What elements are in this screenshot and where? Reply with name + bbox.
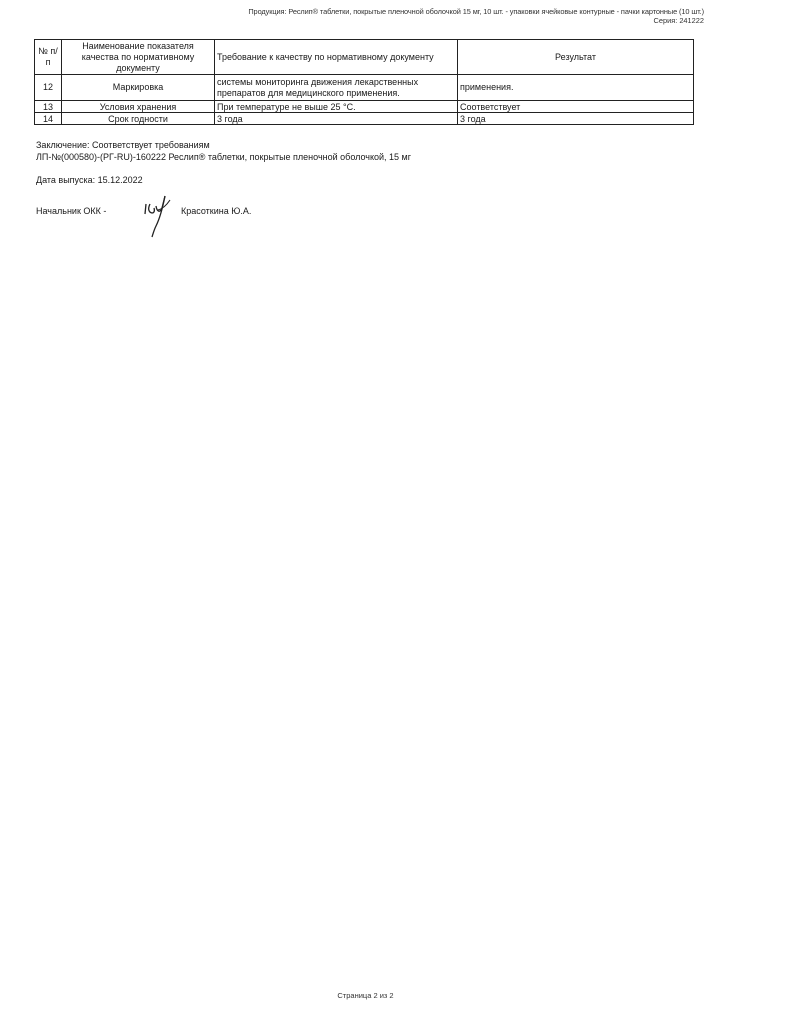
- page-number: Страница 2 из 2: [337, 991, 394, 1000]
- header-num: № п/п: [35, 40, 62, 75]
- table-row: [35, 113, 694, 125]
- row-indicator-name: Срок годности: [62, 113, 215, 125]
- conclusion-line-2: ЛП-№(000580)-(РГ-RU)-160222 Реслип® таблетки, покрытые пленочной оболочкой, 15 мг: [36, 152, 412, 162]
- signatory-name: Красоткина Ю.А.: [181, 206, 252, 216]
- row-num: 12: [35, 75, 62, 101]
- row-result: 3 года: [458, 113, 694, 125]
- signatory-title: Начальник ОКК -: [36, 206, 107, 216]
- table-row: [35, 75, 694, 101]
- row-indicator-name: Условия хранения: [62, 101, 215, 113]
- header-result: Результат: [458, 40, 694, 75]
- row-requirement: 3 года: [215, 113, 458, 125]
- row-requirement: При температуре не выше 25 °С.: [215, 101, 458, 113]
- row-requirement: системы мониторинга движения лекарственных препаратов для медицинского применения.: [215, 75, 458, 101]
- table-header-row: [35, 40, 694, 75]
- header-requirement: Требование к качеству по нормативному документу: [215, 40, 458, 75]
- row-result: применения.: [458, 75, 694, 101]
- row-num: 13: [35, 101, 62, 113]
- row-num: 14: [35, 113, 62, 125]
- conclusion-line-1: Заключение: Соответствует требованиям: [36, 140, 210, 150]
- quality-control-table: [34, 39, 694, 125]
- issue-date: Дата выпуска: 15.12.2022: [36, 175, 143, 185]
- signature-image: [138, 190, 178, 240]
- table-row: [35, 101, 694, 113]
- row-indicator-name: Маркировка: [62, 75, 215, 101]
- header-product-line: Продукция: Реслип® таблетки, покрытые пленочной оболочкой 15 мг, 10 шт. - упаковки ячейковые контурные - пачки картонные (10 шт.): [248, 7, 704, 16]
- header-series-line: Серия: 241222: [653, 16, 704, 25]
- conclusion-block: [36, 139, 411, 163]
- header-indicator-name: Наименование показателя качества по нормативному документу: [62, 40, 215, 75]
- row-result: Соответствует: [458, 101, 694, 113]
